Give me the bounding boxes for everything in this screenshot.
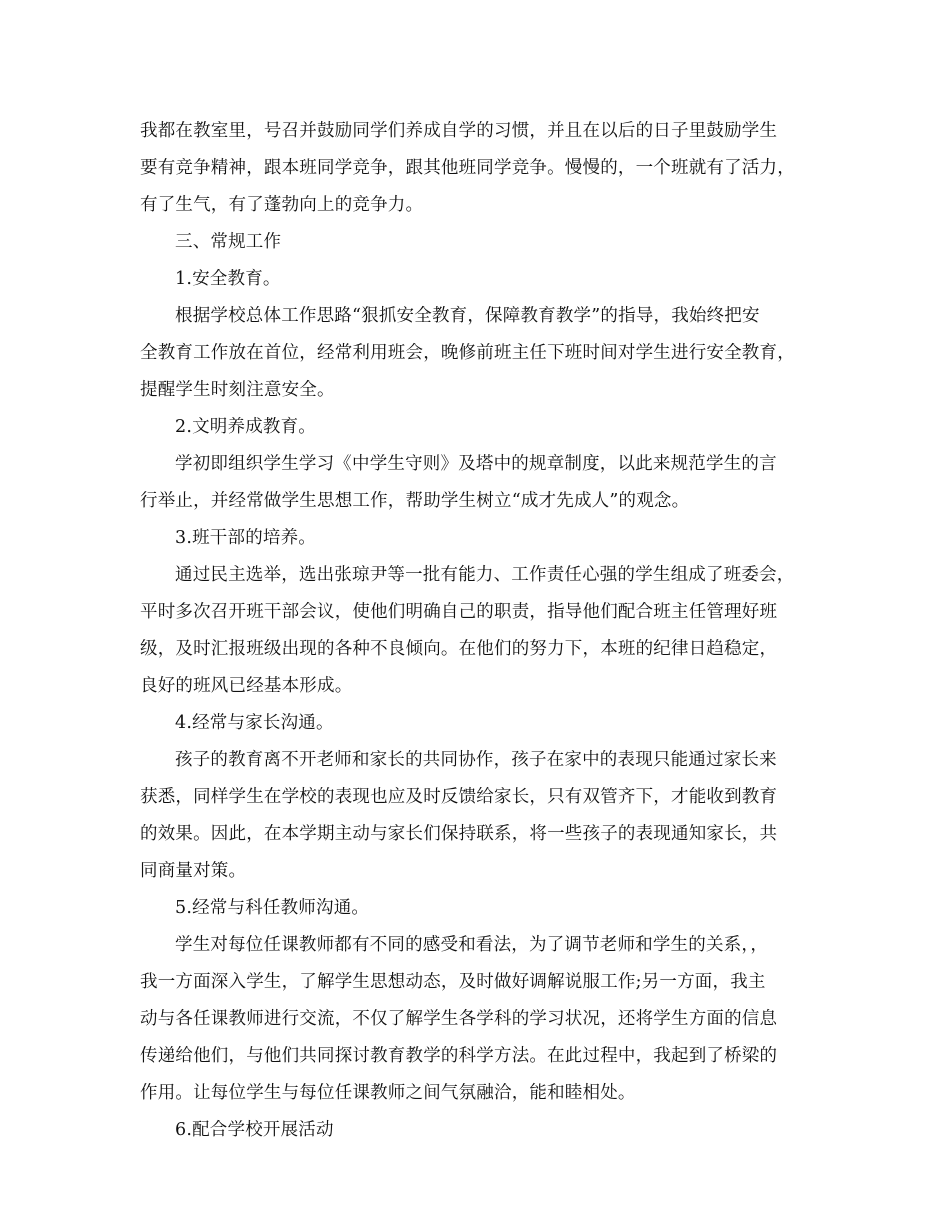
text-line: 同商量对策。 bbox=[140, 861, 247, 881]
subsection-heading: 5.经常与科任教师沟通。 bbox=[175, 898, 370, 918]
text-line: 孩子的教育离不开老师和家长的共同协作，孩子在家中的表现只能通过家长来 bbox=[175, 750, 777, 770]
subsection-heading: 2.文明养成教育。 bbox=[175, 417, 316, 437]
text-line: 我一方面深入学生，了解学生思想动态，及时做好调解说服工作;另一方面，我主 bbox=[140, 972, 766, 992]
text-line: 学生对每位任课教师都有不同的感受和看法，为了调节老师和学生的关系，， bbox=[175, 935, 769, 955]
subsection-heading: 3.班干部的培养。 bbox=[175, 528, 316, 548]
text-line: 平时多次召开班干部会议，使他们明确自己的职责，指导他们配合班主任管理好班 bbox=[140, 602, 778, 622]
text-line: 通过民主选举，选出张琼尹等一批有能力、工作责任心强的学生组成了班委会， bbox=[175, 565, 795, 585]
text-line: 行举止，并经常做学生思想工作，帮助学生树立“成才先成人”的观念。 bbox=[140, 491, 690, 511]
text-line: 根据学校总体工作思路“狠抓安全教育，保障教育教学”的指导，我始终把安 bbox=[175, 306, 760, 326]
text-line: 传递给他们，与他们共同探讨教育教学的科学方法。在此过程中，我起到了桥梁的 bbox=[140, 1046, 778, 1066]
text-line: 动与各任课教师进行交流，不仅了解学生各学科的学习状况，还将学生方面的信息 bbox=[140, 1009, 778, 1029]
text-line: 良好的班风已经基本形成。 bbox=[140, 676, 353, 696]
text-line: 的效果。因此，在本学期主动与家长们保持联系，将一些孩子的表现通知家长，共 bbox=[140, 824, 778, 844]
text-line: 有了生气，有了蓬勃向上的竞争力。 bbox=[140, 195, 424, 215]
text-line: 我都在教室里，号召并鼓励同学们养成自学的习惯，并且在以后的日子里鼓励学生 bbox=[140, 121, 778, 141]
text-line: 全教育工作放在首位，经常利用班会，晚修前班主任下班时间对学生进行安全教育， bbox=[140, 343, 795, 363]
text-line: 要有竞争精神，跟本班同学竞争，跟其他班同学竞争。慢慢的，一个班就有了活力， bbox=[140, 158, 795, 178]
section-heading: 三、常规工作 bbox=[175, 232, 282, 252]
subsection-heading: 1.安全教育。 bbox=[175, 269, 281, 289]
text-line: 作用。让每位学生与每位任课教师之间气氛融洽，能和睦相处。 bbox=[140, 1083, 636, 1103]
text-line: 提醒学生时刻注意安全。 bbox=[140, 380, 335, 400]
subsection-heading: 6.配合学校开展活动 bbox=[175, 1120, 334, 1140]
text-line: 学初即组织学生学习《中学生守则》及塔中的规章制度，以此来规范学生的言 bbox=[175, 454, 777, 474]
text-line: 级，及时汇报班级出现的各种不良倾向。在他们的努力下，本班的纪律日趋稳定， bbox=[140, 639, 778, 659]
subsection-heading: 4.经常与家长沟通。 bbox=[175, 713, 334, 733]
text-line: 获悉，同样学生在学校的表现也应及时反馈给家长，只有双管齐下，才能收到教育 bbox=[140, 787, 778, 807]
